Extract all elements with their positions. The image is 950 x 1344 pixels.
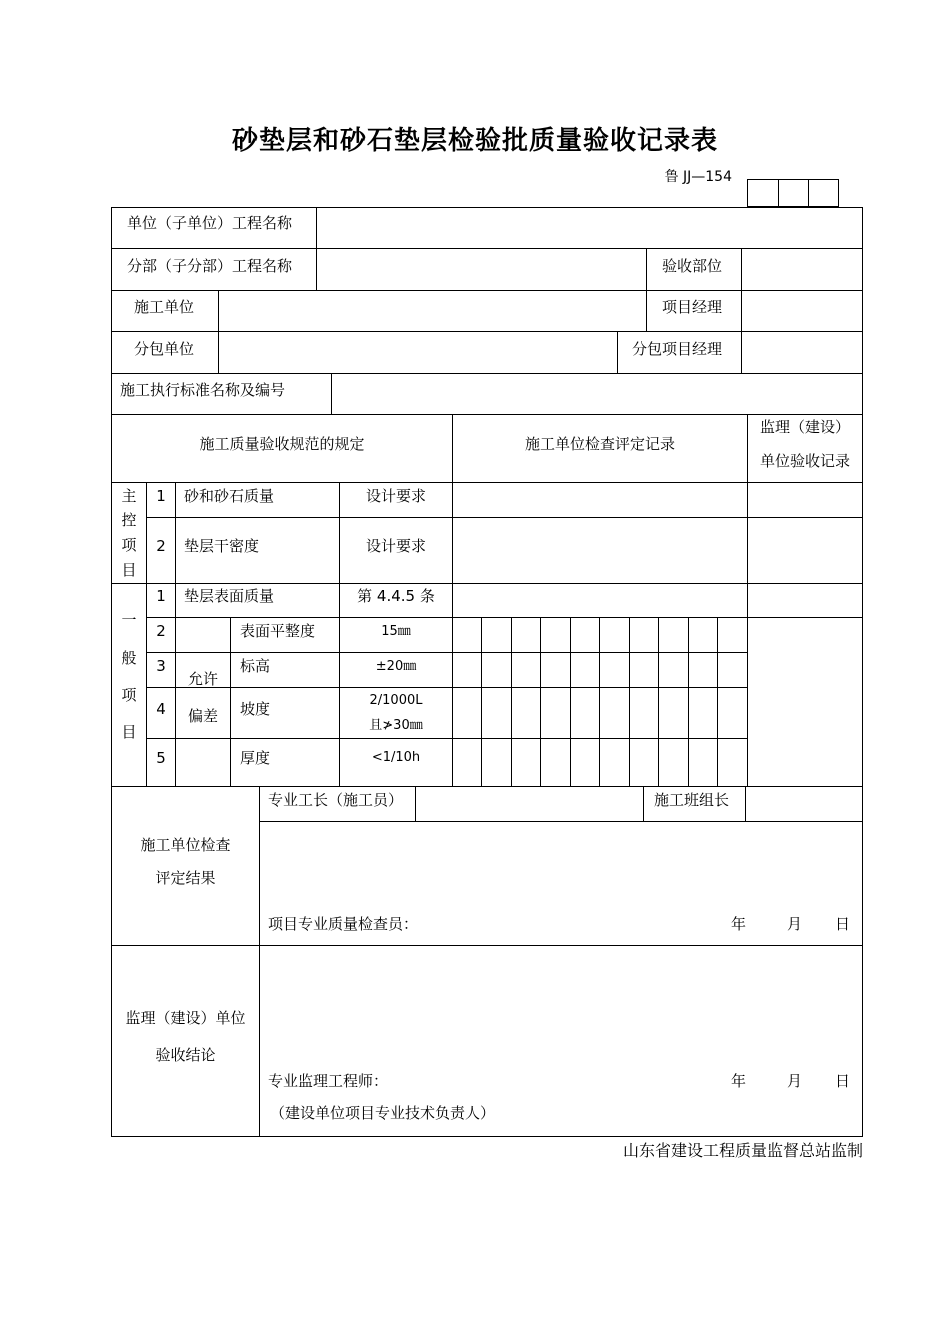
rule <box>111 373 863 374</box>
project-manager-label: 项目经理 <box>662 298 723 316</box>
construction-check-area[interactable] <box>261 823 861 908</box>
rule <box>259 821 863 822</box>
team-leader-field[interactable] <box>747 788 861 820</box>
item-name: 表面平整度 <box>240 622 316 640</box>
sub-project-name-field[interactable] <box>318 250 645 289</box>
spec-column-header: 施工质量验收规范的规定 <box>199 435 365 453</box>
subcontract-pm-label: 分包项目经理 <box>632 340 723 358</box>
code-box-2[interactable] <box>778 179 809 207</box>
rule <box>415 786 416 821</box>
record-cell[interactable] <box>454 585 746 616</box>
item-requirement: 设计要求 <box>365 537 426 555</box>
tolerance-label-line2: 偏差 <box>187 707 218 725</box>
unit-project-name-label: 单位（子单位）工程名称 <box>127 214 293 232</box>
inspection-location-label: 验收部位 <box>662 257 723 275</box>
item-requirement: <1/10h <box>371 750 421 765</box>
page-title: 砂垫层和砂石垫层检验批质量验收记录表 <box>231 126 718 156</box>
engineer-label: 专业监理工程师： <box>268 1072 389 1090</box>
day-label: 日 <box>835 1072 851 1090</box>
rule <box>111 482 863 483</box>
rule <box>316 207 317 291</box>
rule <box>218 290 219 373</box>
team-leader-label: 施工班组长 <box>654 791 730 809</box>
supervision-column-header-line1: 监理（建设） <box>759 418 850 436</box>
record-cell[interactable] <box>454 484 746 516</box>
supervision-cell[interactable] <box>749 585 861 616</box>
row-number: 3 <box>156 657 166 675</box>
row-number: 4 <box>156 700 166 718</box>
standard-field[interactable] <box>333 375 861 413</box>
measurement-grid[interactable] <box>454 619 746 785</box>
year-label: 年 <box>731 915 747 933</box>
supervision-cell[interactable] <box>749 484 861 516</box>
rule <box>111 414 863 415</box>
item-requirement: 设计要求 <box>365 487 426 505</box>
item-name: 标高 <box>240 657 271 675</box>
border-right <box>862 207 863 1137</box>
construction-check-label-line2: 评定结果 <box>155 869 216 887</box>
rule <box>146 617 863 618</box>
form-code: 鲁 JJ—154 <box>664 169 732 185</box>
supervision-cell[interactable] <box>749 619 861 785</box>
supervision-cell[interactable] <box>749 519 861 582</box>
supervision-conclusion-label-line2: 验收结论 <box>155 1046 216 1064</box>
rule <box>111 331 863 332</box>
item-name: 厚度 <box>240 749 271 767</box>
rule <box>111 290 863 291</box>
rule <box>175 482 176 786</box>
code-box-3[interactable] <box>808 179 839 207</box>
rule <box>741 248 742 373</box>
project-manager-field[interactable] <box>743 292 861 330</box>
record-column-header: 施工单位检查评定记录 <box>524 435 675 453</box>
rule <box>146 517 863 518</box>
item-name: 垫层表面质量 <box>184 587 275 605</box>
supervision-conclusion-label-line1: 监理（建设）单位 <box>125 1009 246 1027</box>
rule <box>617 331 618 373</box>
rule <box>643 786 644 821</box>
row-number: 2 <box>156 622 166 640</box>
rule <box>452 414 453 786</box>
row-number: 5 <box>156 749 166 767</box>
foreman-field[interactable] <box>417 788 642 820</box>
rule <box>230 617 231 786</box>
border-top <box>111 207 863 208</box>
rule <box>745 786 746 821</box>
standard-label: 施工执行标准名称及编号 <box>120 381 286 399</box>
inspector-label: 项目专业质量检查员： <box>268 915 419 933</box>
construction-check-label-line1: 施工单位检查 <box>140 836 231 854</box>
foreman-label: 专业工长（施工员） <box>268 791 404 809</box>
inspection-location-field[interactable] <box>743 250 861 289</box>
rule <box>331 373 332 414</box>
code-box-1[interactable] <box>747 179 779 207</box>
subcontract-unit-label: 分包单位 <box>134 340 195 358</box>
rule <box>646 248 647 332</box>
supervision-column-header-line2: 单位验收记录 <box>759 452 850 470</box>
item-name: 坡度 <box>240 700 271 718</box>
rule <box>111 583 863 584</box>
supervision-conclusion-area[interactable] <box>261 947 861 1067</box>
construction-unit-label: 施工单位 <box>134 298 195 316</box>
record-cell[interactable] <box>454 519 746 582</box>
item-name: 垫层干密度 <box>184 537 260 555</box>
subcontract-pm-field[interactable] <box>743 333 861 372</box>
footer-issuer: 山东省建设工程质量监督总站监制 <box>622 1141 863 1160</box>
rule <box>111 945 863 946</box>
month-label: 月 <box>787 915 803 933</box>
sub-project-name-label: 分部（子分部）工程名称 <box>127 257 293 275</box>
border-left <box>111 207 112 1137</box>
item-requirement-line2: 且≯30㎜ <box>369 718 423 733</box>
row-number: 1 <box>156 487 166 505</box>
item-requirement: 第 4.4.5 条 <box>357 587 435 605</box>
tolerance-label-line1: 允许 <box>187 670 218 688</box>
rule <box>111 786 863 787</box>
border-bottom <box>111 1136 863 1137</box>
item-requirement: ±20㎜ <box>375 659 417 674</box>
item-requirement-line1: 2/1000L <box>369 693 423 708</box>
item-requirement: 15㎜ <box>381 624 411 639</box>
row-number: 2 <box>156 537 166 555</box>
item-name: 砂和砂石质量 <box>184 487 275 505</box>
construction-unit-field[interactable] <box>220 292 645 330</box>
engineer-note: （建设单位项目专业技术负责人） <box>270 1104 496 1122</box>
rule <box>111 248 863 249</box>
month-label: 月 <box>787 1072 803 1090</box>
subcontract-unit-field[interactable] <box>220 333 616 372</box>
unit-project-name-field[interactable] <box>318 209 861 247</box>
row-number: 1 <box>156 587 166 605</box>
day-label: 日 <box>835 915 851 933</box>
year-label: 年 <box>731 1072 747 1090</box>
rule <box>259 786 260 1137</box>
